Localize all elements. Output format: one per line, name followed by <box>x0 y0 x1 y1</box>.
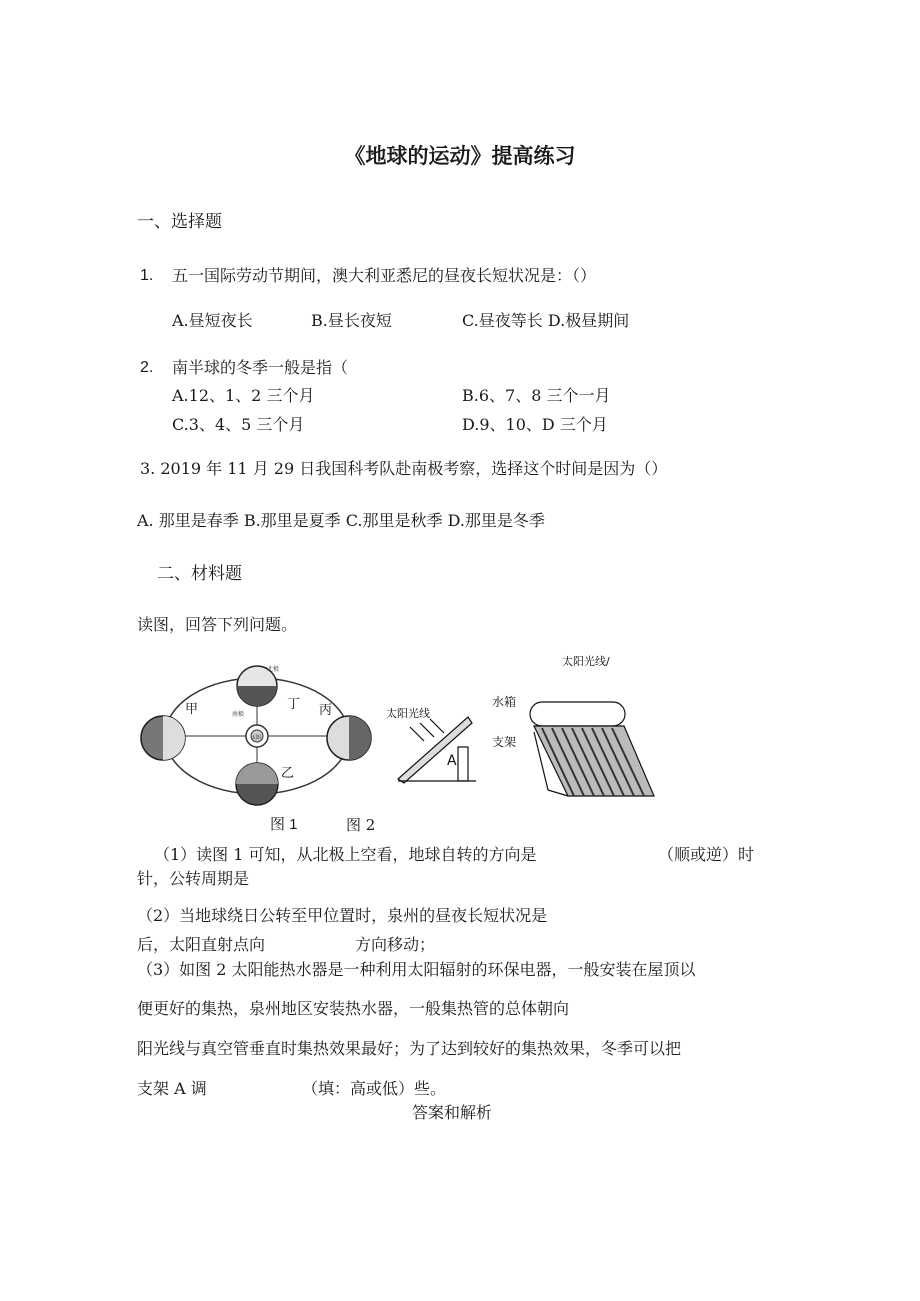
p3-line2: 便更好的集热，泉州地区安装热水器，一般集热管的总体朝向 <box>137 999 570 1018</box>
label-north: 北极 <box>267 666 280 673</box>
collector-panel <box>398 717 472 783</box>
p2-line2-end: 方向移动； <box>355 935 436 954</box>
section-heading-choice: 一、选择题 <box>137 212 222 232</box>
earth-globe-icon-left <box>141 716 185 760</box>
tube-array <box>534 726 654 796</box>
label-sunlight-right: 太阳光线/ <box>562 655 610 668</box>
q1-option-a: A.昼短夜长 <box>172 311 253 330</box>
label-ding: 丁 <box>287 697 301 712</box>
label-bing: 丙 <box>319 703 333 718</box>
page-title: 《地球的运动》提高练习 <box>344 143 576 168</box>
q1-option-b: B.昼长夜短 <box>311 311 392 330</box>
p1-line1-end: （顺或逆）时 <box>658 845 755 864</box>
p3-line4-end: （填：高或低）些。 <box>302 1079 447 1098</box>
label-water-tank: 水箱 <box>492 695 517 709</box>
water-tank-icon <box>530 702 625 726</box>
q3-text: 3. 2019 年 11 月 29 日我国科考队赴南极考察，选择这个时间是因为（） <box>140 459 668 478</box>
earth-globe-icon-right <box>327 716 371 760</box>
earth-globe-icon-bottom <box>236 763 278 805</box>
sun-ray-arrow <box>410 727 424 741</box>
p1-line1: （1）读图 1 可知，从北极上空看，地球自转的方向是 <box>154 845 537 864</box>
q2-number: 2. <box>140 359 154 376</box>
q1-number: 1. <box>140 267 154 284</box>
label-yi: 乙 <box>281 766 295 781</box>
q2-option-a: A.12、1、2 三个月 <box>172 386 315 405</box>
p2-line2: 后，太阳直射点向 <box>137 935 266 954</box>
p3-line1: （3）如图 2 太阳能热水器是一种利用太阳辐射的环保电器，一般安装在屋顶以 <box>137 960 696 979</box>
figure1-orbit-diagram <box>137 660 377 810</box>
support-a <box>458 747 468 781</box>
figure2-inclined-collector <box>380 695 482 790</box>
p2-line1: （2）当地球绕日公转至甲位置时，泉州的昼夜长短状况是 <box>137 906 548 925</box>
label-sun: 太阳 <box>251 735 262 741</box>
intro-text: 读图，回答下列问题。 <box>137 615 298 634</box>
q2-option-c: C.3、4、5 三个月 <box>172 415 305 434</box>
label-sunlight-left: 太阳光线 <box>386 707 430 720</box>
label-south: 南极 <box>232 711 245 718</box>
figure1-caption: 图 1 <box>270 816 298 833</box>
label-jia: 甲 <box>185 702 199 717</box>
figure2-solar-water-heater <box>488 650 658 800</box>
q1-text: 五一国际劳动节期间，澳大利亚悉尼的昼夜长短状况是：（） <box>172 266 597 285</box>
figure2-caption: 图 2 <box>346 816 376 834</box>
q2-option-d: D.9、10、D 三个月 <box>462 415 608 434</box>
q1-option-cd: C.昼夜等长 D.极昼期间 <box>462 311 630 330</box>
p1-line2: 针，公转周期是 <box>137 869 250 888</box>
label-bracket: 支架 <box>492 735 517 749</box>
q2-text: 南半球的冬季一般是指（ <box>172 358 349 377</box>
label-support-a: A <box>447 753 457 769</box>
section-heading-material: 二、材料题 <box>157 564 242 584</box>
p3-line4: 支架 A 调 <box>137 1079 207 1098</box>
answer-heading: 答案和解析 <box>412 1103 493 1122</box>
q2-option-b: B.6、7、8 三个一月 <box>462 386 611 405</box>
q3-options: A. 那里是春季 B.那里是夏季 C.那里是秋季 D.那里是冬季 <box>137 511 545 530</box>
p3-line3: 阳光线与真空管垂直时集热效果最好；为了达到较好的集热效果，冬季可以把 <box>137 1039 682 1058</box>
